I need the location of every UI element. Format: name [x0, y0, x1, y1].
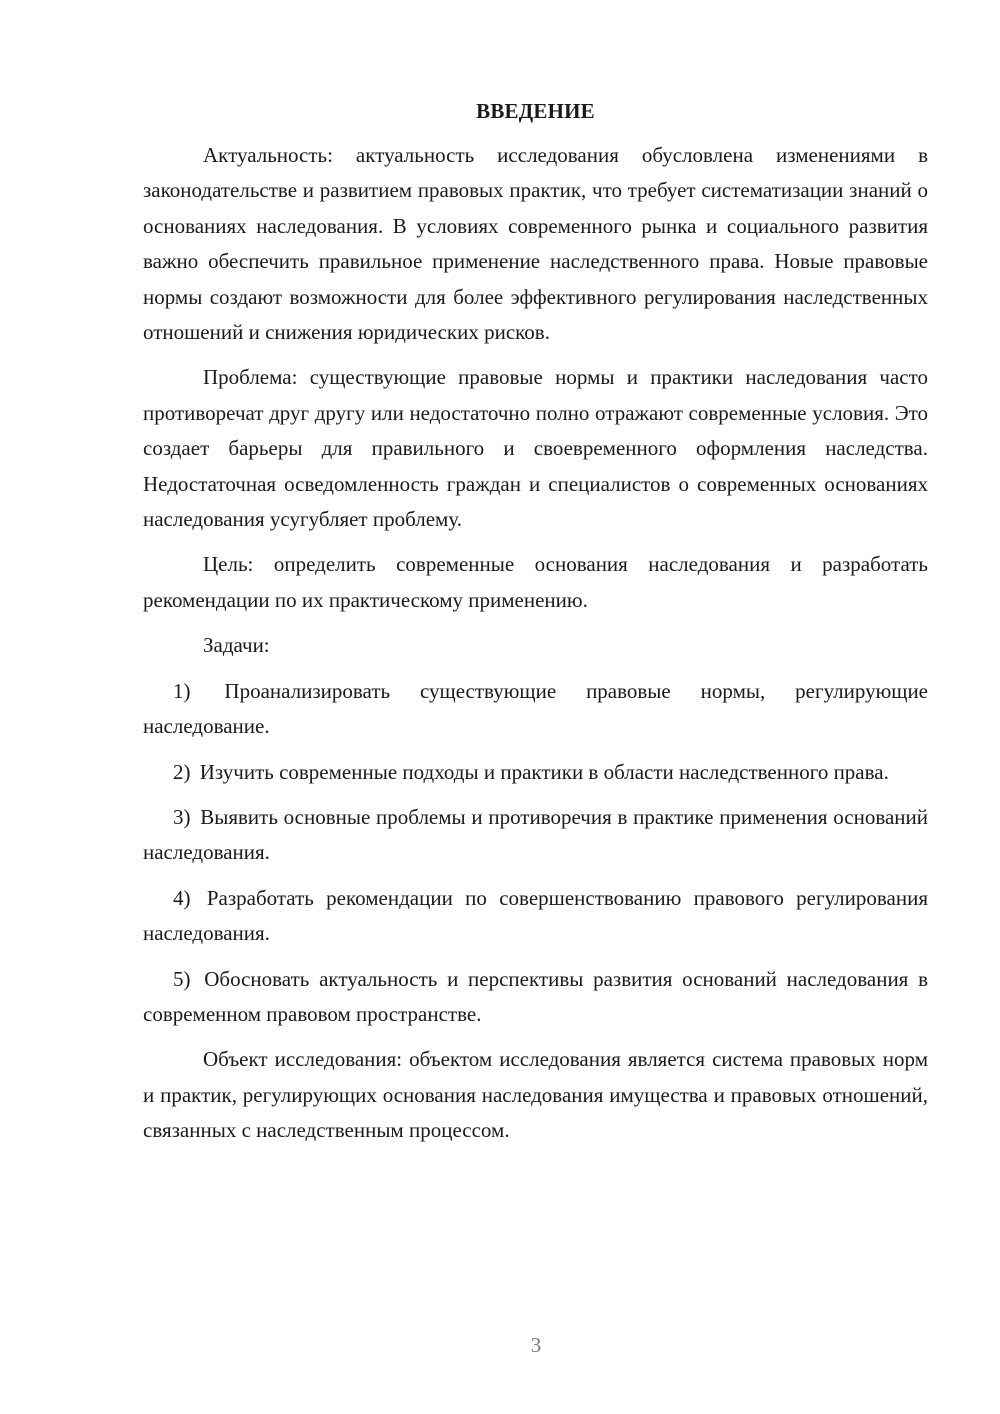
- problem-paragraph: Проблема: существующие правовые нормы и практики наследования часто противоречат друг другу или недостаточно полно отражают современные условия. Это создает барьеры для правильного и своевременного оформления наследства. Недостаточная осведомленность граждан и специалистов о современных основаниях наследования усугубляет проблему.: [143, 365, 928, 532]
- goal-paragraph: Цель: определить современные основания наследования и разработать рекомендации по их практическому применению.: [143, 552, 928, 612]
- task-number: 3): [173, 804, 191, 829]
- relevance-paragraph: Актуальность: актуальность исследования обусловлена изменениями в законодательстве и развитием правовых практик, что требует систематизации знаний о основаниях наследования. В условиях современного рынка и социального развития важно обеспечить правильное применение наследственного права. Новые правовые нормы создают возможности для более эффективного регулирования наследственных отношений и снижения юридических рисков.: [143, 143, 928, 345]
- task-text: Выявить основные проблемы и противоречия в практике применения оснований наследования.: [143, 804, 929, 865]
- page-title: ВВЕДЕНИЕ: [476, 99, 595, 123]
- task-number: 2): [173, 759, 191, 784]
- document-page: [143, 96, 928, 1159]
- task-item-4: [143, 881, 928, 952]
- task-text: Проанализировать существующие правовые нормы, регулирующие наследование.: [143, 678, 928, 739]
- object-paragraph: Объект исследования: объектом исследования является система правовых норм и практик, регулирующих основания наследования имущества и правовых отношений, связанных с наследственным процессом.: [143, 1047, 928, 1143]
- task-text: Изучить современные подходы и практики в области наследственного права.: [199, 759, 889, 784]
- task-item-3: [143, 800, 928, 871]
- page-number: 3: [530, 1333, 542, 1357]
- task-text: Обосновать актуальность и перспективы развития оснований наследования в современном правовом пространстве.: [143, 966, 928, 1026]
- task-number: 5): [173, 966, 191, 991]
- task-number: 4): [173, 885, 191, 910]
- task-item-5: [143, 962, 928, 1033]
- task-item-2: [143, 755, 928, 790]
- tasks-heading: Задачи:: [203, 633, 270, 658]
- task-text: Разработать рекомендации по совершенствованию правового регулирования наследования.: [143, 885, 928, 946]
- task-number: 1): [173, 678, 191, 703]
- task-item-1: [143, 674, 928, 745]
